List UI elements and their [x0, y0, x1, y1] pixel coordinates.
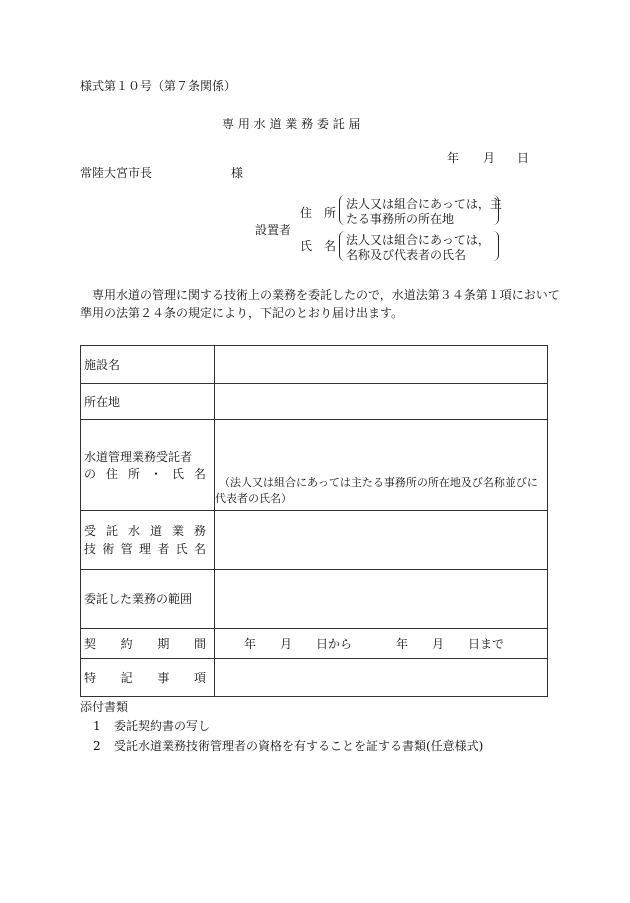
period-label-char: 期	[157, 636, 170, 651]
attachment-item-number: 1	[93, 719, 101, 733]
contractor-note-line-1: （法人又は組合にあっては主たる事務所の所在地及び名称並びに	[219, 476, 538, 489]
table-row-contractor	[81, 420, 548, 511]
contractor-label-char: 住	[105, 466, 118, 481]
manager-label-char: 管	[120, 542, 133, 556]
location-field[interactable]	[215, 384, 548, 420]
table-row-facility	[81, 346, 548, 384]
name-note-line-2: 名称及び代表者の氏名	[346, 248, 467, 262]
table-row-remarks	[81, 659, 548, 697]
manager-label-line-2	[84, 543, 206, 555]
scope-label: 委託した業務の範囲	[81, 570, 215, 629]
body-line-2: 準用の法第２４条の規定により，下記のとおり届け出ます。	[80, 306, 404, 320]
manager-label-char: 理	[138, 542, 151, 556]
manager-label-char: 業	[171, 524, 184, 538]
contractor-label-char: 名	[193, 466, 206, 481]
contractor-label-line-1: 水道管理業務受託者	[84, 449, 193, 464]
period-label-chars	[84, 638, 206, 650]
applicant-role: 設置者	[255, 223, 292, 237]
contractor-note-line-2: 代表者の氏名）	[215, 492, 292, 505]
period-to: 年 月 日まで	[396, 637, 505, 651]
date-day: 日	[517, 151, 530, 165]
contractor-label-char: 所	[127, 466, 140, 481]
manager-label-char: 技	[84, 542, 97, 556]
manager-label-char: 名	[193, 542, 206, 556]
date-month: 月	[483, 151, 496, 165]
period-label	[81, 629, 215, 659]
table-row-manager	[81, 511, 548, 570]
body-line-1: 専用水道の管理に関する技術上の業務を委託したので，水道法第３４条第１項において	[80, 288, 560, 302]
manager-label-line-1	[84, 525, 206, 537]
address-note-line-2: たる事務所の所在地	[346, 212, 455, 226]
remarks-field[interactable]	[215, 659, 548, 697]
period-label-char: 間	[193, 636, 206, 651]
manager-label-char: 者	[157, 542, 170, 556]
remarks-label-chars	[84, 672, 206, 684]
attachment-item-text: 受託水道業務技術管理者の資格を有することを証する書類(任意様式)	[114, 739, 484, 753]
document-title: 専 用 水 道 業 務 委 託 届	[222, 117, 361, 131]
contractor-label-char: の	[84, 466, 97, 481]
facility-name-field[interactable]	[215, 346, 548, 384]
manager-label	[81, 511, 215, 570]
contractor-label-char: ・	[149, 466, 162, 481]
period-from: 年 月 日から	[244, 637, 353, 651]
period-label-char: 約	[120, 636, 133, 651]
manager-label-char: 務	[193, 524, 206, 538]
scope-field[interactable]	[215, 570, 548, 629]
attachment-item-text: 委託契約書の写し	[114, 719, 211, 733]
location-label: 所在地	[81, 384, 215, 420]
table-row-period	[81, 629, 548, 659]
attachment-item-number: 2	[93, 739, 101, 753]
form-number: 様式第１０号（第７条関係）	[80, 79, 237, 93]
remarks-label-char: 特	[84, 670, 97, 685]
remarks-label-char: 事	[157, 670, 170, 685]
remarks-label-char: 記	[120, 670, 133, 685]
period-field[interactable]	[215, 629, 548, 659]
manager-label-char: 道	[149, 524, 162, 538]
addressee-honorific: 様	[231, 166, 244, 180]
remarks-label-char: 項	[193, 670, 206, 685]
table-row-location	[81, 384, 548, 420]
manager-label-char: 受	[84, 524, 97, 538]
manager-label-char: 氏	[175, 542, 188, 556]
table-row-scope	[81, 570, 548, 629]
contractor-label-char: 氏	[171, 466, 184, 481]
manager-label-char: 術	[102, 542, 115, 556]
manager-label-char: 託	[105, 524, 118, 538]
facility-name-label: 施設名	[81, 346, 215, 384]
name-note-line-1: 法人又は組合にあっては，	[346, 233, 490, 247]
address-label: 住 所	[300, 206, 337, 220]
manager-field[interactable]	[215, 511, 548, 570]
contractor-label	[81, 420, 215, 511]
contractor-label-line-2	[84, 468, 206, 480]
period-label-char: 契	[84, 636, 97, 651]
manager-label-char: 水	[127, 524, 140, 538]
remarks-label	[81, 659, 215, 697]
name-label: 氏 名	[300, 239, 337, 253]
addressee-name: 常陸大宮市長	[80, 166, 153, 180]
address-note-line-1: 法人又は組合にあっては，主	[346, 197, 502, 211]
application-table	[80, 345, 548, 697]
date-year: 年	[447, 151, 460, 165]
contractor-field[interactable]	[215, 420, 548, 511]
attachments-heading: 添付書類	[80, 700, 129, 714]
